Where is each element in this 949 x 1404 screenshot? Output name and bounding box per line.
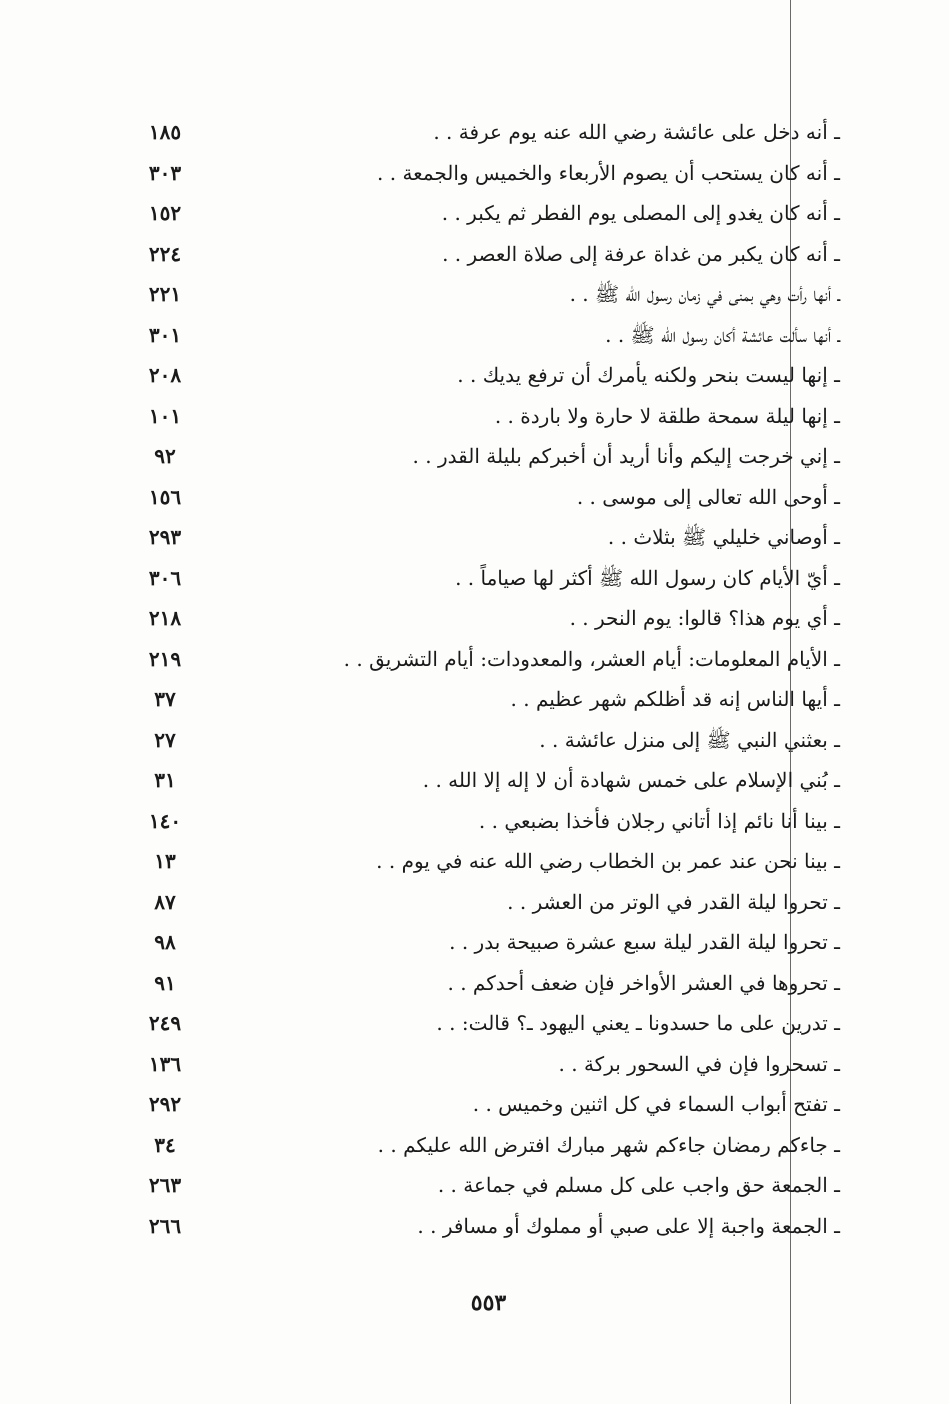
index-entry xyxy=(130,1165,840,1206)
entry-text: ـ الأيام المعلومات: أيام العشر، والمعدودات: أيام التشريق . . xyxy=(343,646,840,671)
entry-page-number: ١٨٥ xyxy=(148,120,182,144)
entry-page-number: ١٥٢ xyxy=(148,201,182,225)
entry-text: ـ تفتح أبواب السماء في كل اثنين وخميس . . xyxy=(472,1092,840,1116)
index-entry xyxy=(130,963,840,1004)
entry-text: ـ بعثني النبي ﷺ إلى منزل عائشة . . xyxy=(539,727,840,752)
entry-text: ـ إني خرجت إليكم وأنا أريد أن أخبركم بليلة القدر . . xyxy=(412,444,840,468)
entry-text: ـ أوصاني خليلي ﷺ بثلاث . . xyxy=(607,525,840,549)
index-entry xyxy=(130,558,840,599)
entry-text: ـ بينا أنا نائم إذا أتاني رجلان فأخذا بضبعي . . xyxy=(478,808,840,833)
entry-page-number: ١٠١ xyxy=(148,403,182,428)
index-entry xyxy=(130,598,840,639)
entry-page-number: ٣٠١ xyxy=(148,322,182,347)
entry-text: ـ أنه دخل على عائشة رضي الله عنه يوم عرفة . . xyxy=(433,120,840,144)
index-entry xyxy=(130,1003,840,1044)
index-entry xyxy=(130,274,840,315)
index-entry xyxy=(130,720,840,761)
entry-text: ـ أنه كان يستحب أن يصوم الأربعاء والخميس والجمعة . . xyxy=(377,160,840,185)
entry-text: ـ تحروها في العشر الأواخر فإن ضعف أحدكم . . xyxy=(447,970,840,995)
index-entry xyxy=(130,477,840,518)
entry-page-number: ٢٢٤ xyxy=(148,241,182,266)
index-entry xyxy=(130,639,840,680)
entry-page-number: ٩٨ xyxy=(154,930,176,954)
index-entry xyxy=(130,801,840,842)
entry-page-number: ٩١ xyxy=(154,970,176,995)
entry-page-number: ٨٧ xyxy=(154,889,176,914)
entry-page-number: ١٤٠ xyxy=(148,808,182,833)
entry-text: ـ أنها رأت وهي بمنى في زمان رسول الله ﷺ . . xyxy=(569,282,840,306)
entry-text: ـ تسحروا فإن في السحور بركة . . xyxy=(558,1051,840,1076)
index-entry xyxy=(130,355,840,396)
entry-page-number: ٢٠٨ xyxy=(148,363,182,387)
entry-text: ـ الجمعة واجبة إلا على صبي أو مملوك أو مسافر . . xyxy=(417,1213,840,1238)
entry-page-number: ٣٤ xyxy=(154,1132,176,1157)
index-entry xyxy=(130,1206,840,1247)
entry-page-number: ٢٦٦ xyxy=(148,1213,182,1238)
index-entry xyxy=(130,1125,840,1166)
entry-text: ـ إنها ليلة سمحة طلقة لا حارة ولا باردة . . xyxy=(494,403,840,428)
entry-page-number: ٢٢١ xyxy=(148,282,182,306)
entry-page-number: ٢٧ xyxy=(154,727,176,752)
entry-page-number: ٢٤٩ xyxy=(148,1011,182,1035)
entry-page-number: ٢١٩ xyxy=(148,646,182,671)
index-entry xyxy=(130,234,840,275)
index-entry xyxy=(130,922,840,963)
entry-text: ـ الجمعة حق واجب على كل مسلم في جماعة . . xyxy=(437,1173,840,1197)
entry-text: ـ أنه كان يغدو إلى المصلى يوم الفطر ثم يكبر . . xyxy=(441,201,840,225)
entry-text: ـ تحروا ليلة القدر في الوتر من العشر . . xyxy=(507,889,840,914)
entry-page-number: ٣٠٣ xyxy=(148,160,182,185)
entry-page-number: ٣١ xyxy=(154,768,176,792)
index-entry xyxy=(130,396,840,437)
entry-page-number: ١٣٦ xyxy=(148,1051,182,1076)
entry-page-number: ٢٩٣ xyxy=(148,525,182,549)
entry-text: ـ أنها سألت عائشة أكان رسول الله ﷺ . . xyxy=(605,322,840,347)
entry-page-number: ١٣ xyxy=(154,849,176,873)
entry-text: ـ أي يوم هذا؟ قالوا: يوم النحر . . xyxy=(569,606,840,630)
entry-text: ـ بُني الإسلام على خمس شهادة أن لا إله إلا الله . . xyxy=(422,768,840,792)
index-entry xyxy=(130,517,840,558)
index-entry xyxy=(130,112,840,153)
entry-page-number: ٣٠٦ xyxy=(148,565,182,590)
entry-text: ـ تحروا ليلة القدر ليلة سبع عشرة صبيحة بدر . . xyxy=(449,930,840,954)
entry-page-number: ٢١٨ xyxy=(148,606,182,630)
index-entry xyxy=(130,760,840,801)
entry-page-number: ١٥٦ xyxy=(148,484,182,509)
entry-text: ـ جاءكم رمضان جاءكم شهر مبارك افترض الله عليكم . . xyxy=(377,1132,840,1157)
hadith-index-list xyxy=(130,112,840,1246)
entry-text: ـ أوحى الله تعالى إلى موسى . . xyxy=(576,484,840,509)
entry-text: ـ أيّ الأيام كان رسول الله ﷺ أكثر لها صياماً . . xyxy=(455,565,840,590)
entry-page-number: ٣٧ xyxy=(154,687,176,711)
index-entry xyxy=(130,153,840,194)
index-entry xyxy=(130,1084,840,1125)
entry-text: ـ بينا نحن عند عمر بن الخطاب رضي الله عنه في يوم . . xyxy=(376,849,840,873)
entry-text: ـ أيها الناس إنه قد أظلكم شهر عظيم . . xyxy=(510,687,840,711)
index-entry xyxy=(130,841,840,882)
index-entry xyxy=(130,193,840,234)
index-entry xyxy=(130,1044,840,1085)
entry-text: ـ تدرين على ما حسدونا ـ يعني اليهود ـ؟ قالت: . . xyxy=(436,1011,840,1035)
index-entry xyxy=(130,882,840,923)
index-entry xyxy=(130,436,840,477)
entry-page-number: ٩٢ xyxy=(154,444,176,468)
index-entry xyxy=(130,679,840,720)
entry-text: ـ إنها ليست بنحر ولكنه يأمرك أن ترفع يديك . . xyxy=(457,363,840,387)
page-number: ٥٥٣ xyxy=(470,1290,507,1316)
entry-text: ـ أنه كان يكبر من غداة عرفة إلى صلاة العصر . . xyxy=(442,241,840,266)
entry-page-number: ٢٩٢ xyxy=(148,1092,182,1116)
entry-page-number: ٢٦٣ xyxy=(148,1173,182,1197)
index-entry xyxy=(130,315,840,356)
